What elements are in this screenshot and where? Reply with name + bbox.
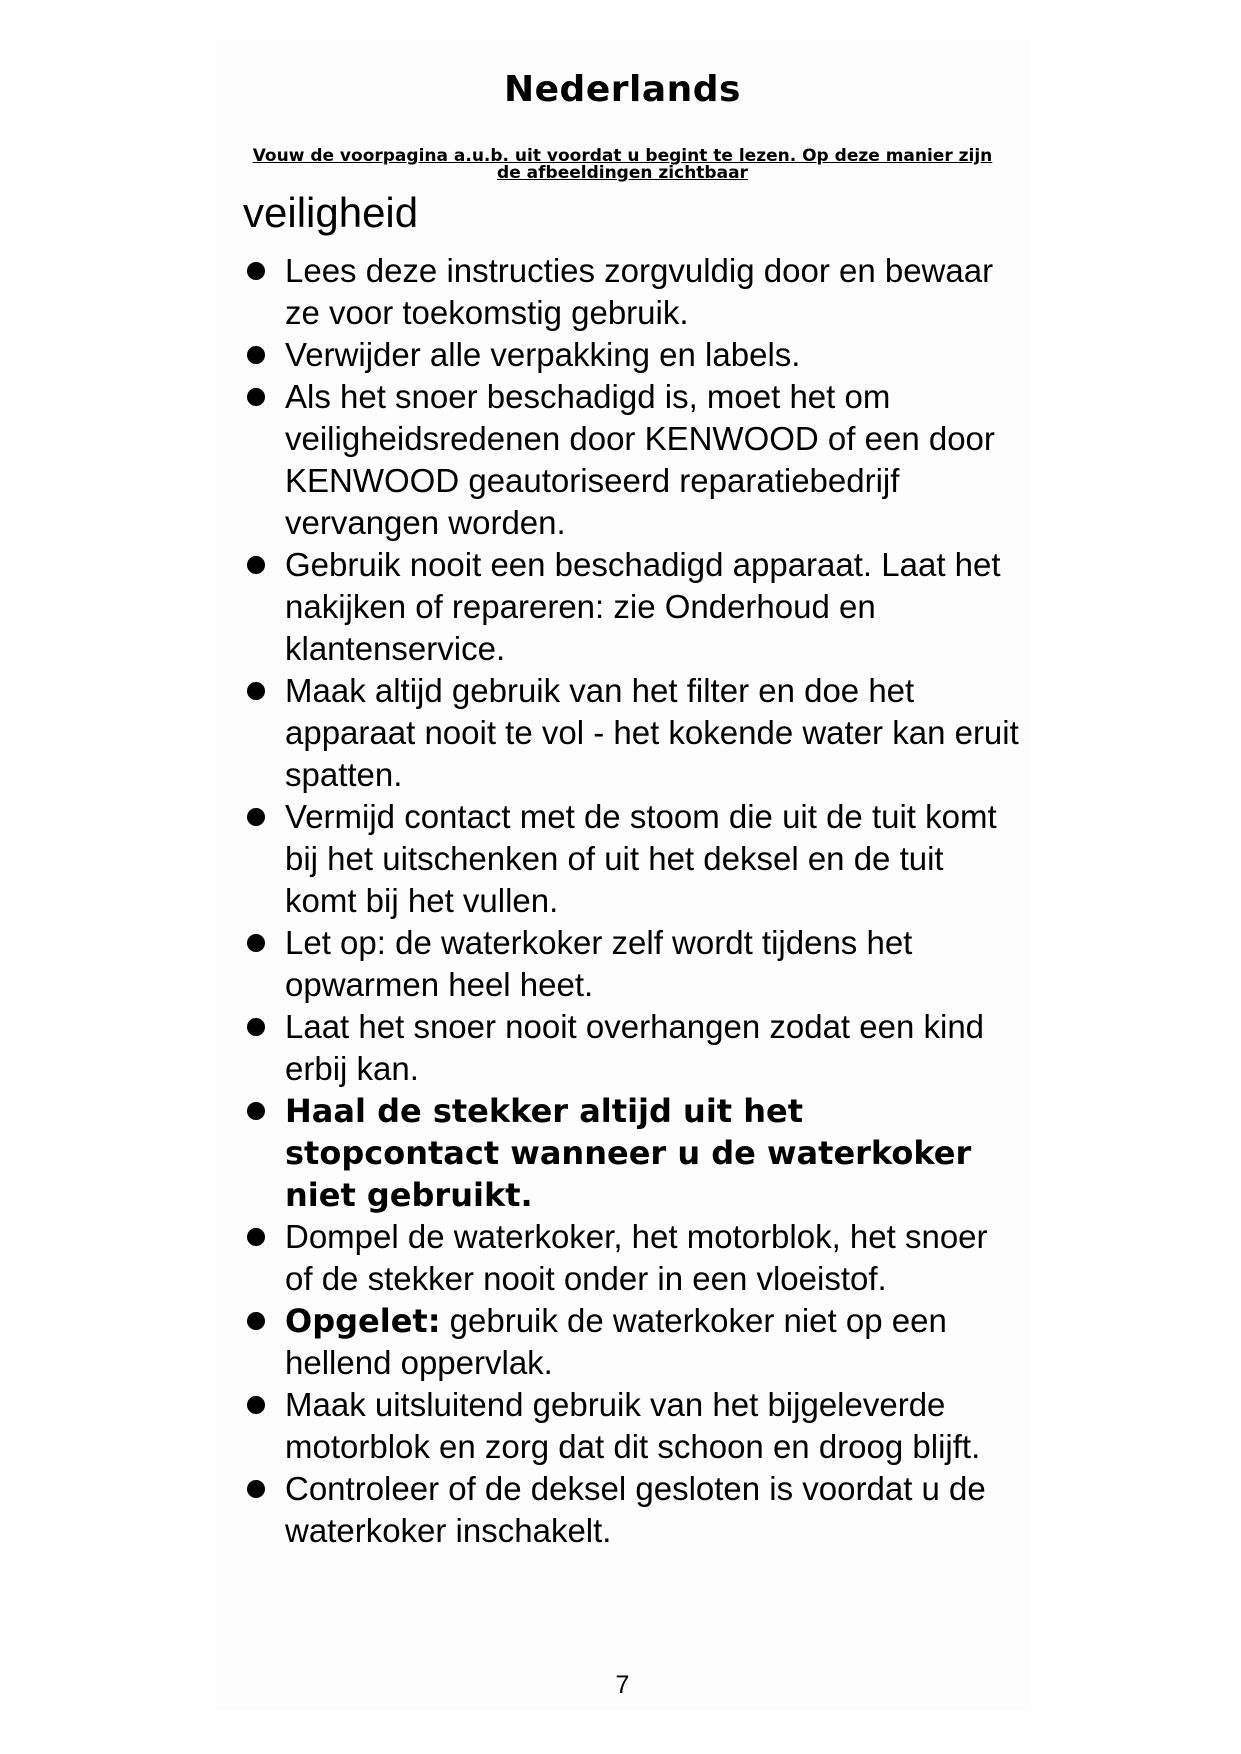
list-item-text: Maak altijd gebruik van het filter en doe het apparaat nooit te vol - het kokende water kan eruit spatten. bbox=[285, 672, 1019, 793]
bullet-icon bbox=[247, 1312, 265, 1330]
bullet-icon bbox=[247, 1480, 265, 1498]
bullet-icon bbox=[247, 808, 265, 826]
bullet-icon bbox=[247, 262, 265, 280]
list-item bbox=[243, 670, 1023, 796]
language-title: Nederlands bbox=[504, 69, 741, 110]
bullet-icon bbox=[247, 1102, 265, 1120]
bullet-icon bbox=[247, 1018, 265, 1036]
list-item bbox=[243, 334, 1023, 376]
list-item-text: Als het snoer beschadigd is, moet het om veiligheidsredenen door KENWOOD of een door KENWOOD geautoriseerd reparatiebedrijf vervangen worden. bbox=[285, 378, 995, 541]
list-item-text: gebruik de waterkoker niet op een hellend oppervlak. bbox=[285, 1302, 947, 1381]
list-item-bold-text: Opgelet: bbox=[285, 1302, 441, 1340]
bullet-icon bbox=[247, 1228, 265, 1246]
list-item-text: Vermijd contact met de stoom die uit de tuit komt bij het uitschenken of uit het deksel en de tuit komt bij het vullen. bbox=[285, 798, 997, 919]
list-item-text: Dompel de waterkoker, het motorblok, het snoer of de stekker nooit onder in een vloeistof. bbox=[285, 1218, 988, 1297]
list-item bbox=[243, 376, 1023, 544]
list-item-text: Laat het snoer nooit overhangen zodat een kind erbij kan. bbox=[285, 1008, 985, 1087]
bullet-icon bbox=[247, 346, 265, 364]
list-item-bold-text: Haal de stekker altijd uit het stopcontact wanneer u de waterkoker niet gebruikt. bbox=[285, 1092, 972, 1214]
bullet-icon bbox=[247, 934, 265, 952]
list-item-text: Gebruik nooit een beschadigd apparaat. Laat het nakijken of repareren: zie Onderhoud en klantenservice. bbox=[285, 546, 1001, 667]
list-item-text: Lees deze instructies zorgvuldig door en bewaar ze voor toekomstig gebruik. bbox=[285, 252, 994, 331]
list-item-text: Verwijder alle verpakking en labels. bbox=[285, 336, 801, 373]
bullet-icon bbox=[247, 388, 265, 406]
list-item bbox=[243, 1216, 1023, 1300]
list-item bbox=[243, 544, 1023, 670]
page-number: 7 bbox=[615, 1671, 630, 1699]
unfold-notice: Vouw de voorpagina a.u.b. uit voordat u begint te lezen. Op deze manier zijn de afbeeldingen zichtbaar bbox=[252, 146, 993, 183]
list-item bbox=[243, 1384, 1023, 1468]
bullet-icon bbox=[247, 556, 265, 574]
list-item-text: Let op: de waterkoker zelf wordt tijdens het opwarmen heel heet. bbox=[285, 924, 913, 1003]
list-item bbox=[243, 1300, 1023, 1384]
list-item-text: Controleer of de deksel gesloten is voordat u de waterkoker inschakelt. bbox=[285, 1470, 986, 1549]
bullet-icon bbox=[247, 682, 265, 700]
list-item bbox=[243, 1468, 1023, 1552]
list-item bbox=[243, 922, 1023, 1006]
list-item bbox=[243, 250, 1023, 334]
list-item bbox=[243, 1006, 1023, 1090]
manual-page bbox=[215, 40, 1030, 1710]
safety-list bbox=[243, 250, 1023, 1552]
list-item bbox=[243, 796, 1023, 922]
section-heading: veiligheid bbox=[243, 189, 419, 236]
bullet-icon bbox=[247, 1396, 265, 1414]
list-item-text: Maak uitsluitend gebruik van het bijgeleverde motorblok en zorg dat dit schoon en droog blijft. bbox=[285, 1386, 981, 1465]
list-item bbox=[243, 1090, 1023, 1216]
